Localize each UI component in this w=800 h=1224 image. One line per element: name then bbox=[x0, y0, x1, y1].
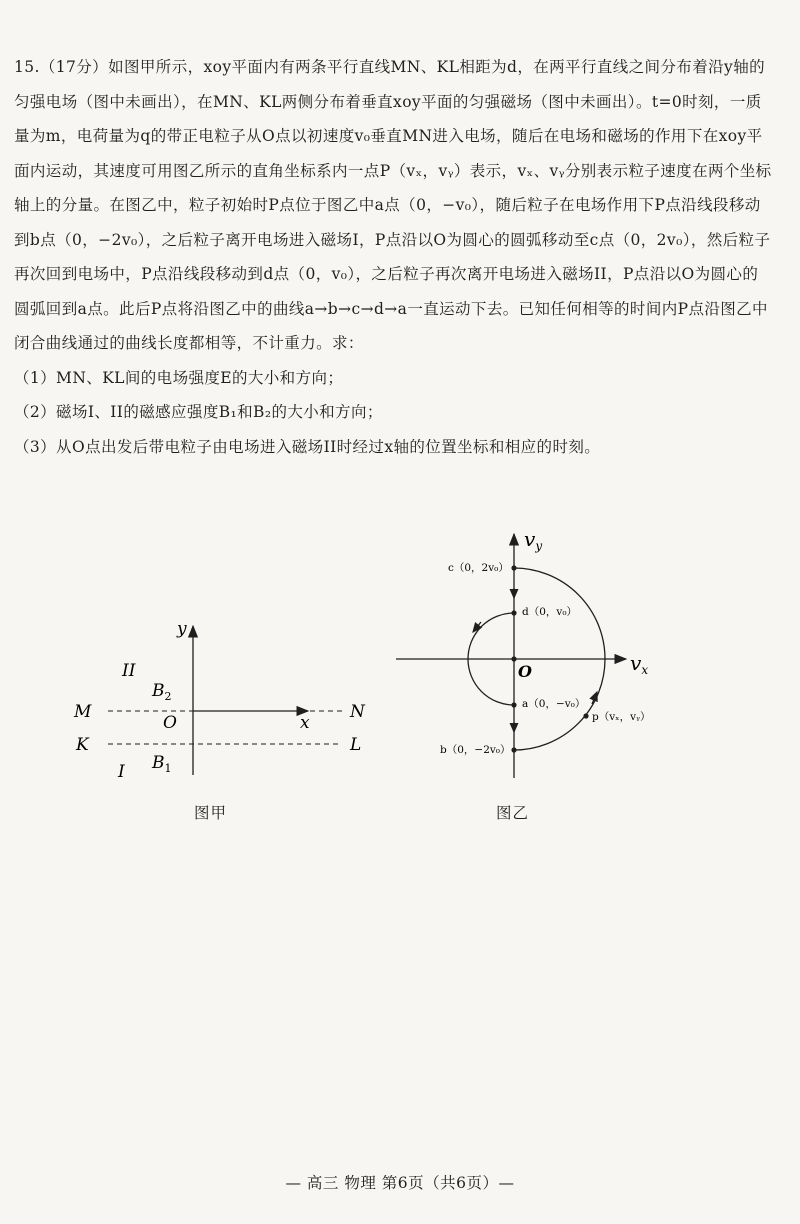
problem-text bbox=[14, 50, 774, 464]
label-m: M bbox=[74, 702, 92, 722]
label-b: b（0，−2v₀） bbox=[440, 744, 511, 756]
label-d: d（0，v₀） bbox=[522, 606, 578, 618]
label-origin-b: O bbox=[518, 662, 532, 681]
question-2: （2）磁场I、II的磁感应强度B₁和B₂的大小和方向； bbox=[14, 403, 383, 421]
label-c: c（0，2v₀） bbox=[448, 562, 509, 574]
label-l: L bbox=[350, 735, 362, 755]
label-n: N bbox=[350, 702, 365, 722]
label-x: x bbox=[300, 713, 310, 733]
label-region-1: I bbox=[118, 762, 125, 782]
label-a: a（0，−v₀） bbox=[522, 698, 586, 710]
question-1: （1）MN、KL间的电场强度E的大小和方向； bbox=[14, 368, 344, 387]
point-origin bbox=[511, 656, 516, 661]
label-k: K bbox=[76, 735, 89, 755]
label-y: y bbox=[177, 619, 187, 639]
label-p: p（vₓ，vᵧ） bbox=[592, 711, 651, 723]
problem-body bbox=[14, 50, 774, 361]
figure-a bbox=[60, 610, 380, 790]
page-footer: — 高三 物理 第6页（共6页）— bbox=[285, 1174, 515, 1192]
label-origin: O bbox=[163, 713, 177, 733]
problem-number: 15. bbox=[14, 58, 40, 76]
point-c bbox=[511, 565, 516, 570]
figure-b bbox=[390, 526, 690, 786]
arc-arrow-small bbox=[473, 622, 481, 632]
figure-a-caption: 图甲 bbox=[194, 804, 228, 822]
label-b1: $B_1$ bbox=[152, 753, 172, 775]
problem-score: （17分） bbox=[39, 58, 109, 76]
label-vy: $v_y$ bbox=[524, 527, 543, 553]
problem-statement: 如图甲所示，xoy平面内有两条平行直线MN、KL相距为d，在两平行直线之间分布着沿y轴的匀强电场（图中未画出），在MN、KL两侧分布着垂直xoy平面的匀强磁场（图中未画出）。t=0时刻，一质量为m，电荷量为q的带正电粒子从O点以初速度v₀垂直MN进入电场，随后在电场和磁场的作用下在xoy平面内运动，其速度可用图乙所示的直角坐标系内一点P（vₓ，vᵧ）表示，vₓ、vᵧ分别表示粒子速度在两个坐标轴上的分量。在图乙中，粒子初始时P点位于图乙中a点（0，−v₀），随后粒子在电场作用下P点沿线段移动到b点（0，−2v₀），之后粒子离开电场进入磁场I，P点沿以O为圆心的圆弧移动至c点（0，2v₀），然后粒子再次回到电场中，P点沿线段移动到d点（0，v₀），之后粒子再次离开电场进入磁场II，P点沿以O为圆心的圆弧回到a点。此后P点将沿图乙中的曲线a→b→c→d→a一直运动下去。已知任何相等的时间内P点沿图乙中闭合曲线通过的曲线长度都相等，不计重力。求： bbox=[14, 58, 772, 352]
point-p bbox=[583, 713, 588, 718]
question-3: （3）从O点出发后带电粒子由电场进入磁场II时经过x轴的位置坐标和相应的时刻。 bbox=[14, 437, 601, 456]
label-region-2: II bbox=[122, 661, 136, 681]
point-a bbox=[511, 702, 516, 707]
point-d bbox=[511, 610, 516, 615]
label-vx: $v_x$ bbox=[630, 651, 649, 677]
figure-b-caption: 图乙 bbox=[496, 804, 530, 822]
point-b bbox=[511, 747, 516, 752]
label-b2: $B_2$ bbox=[152, 681, 172, 703]
